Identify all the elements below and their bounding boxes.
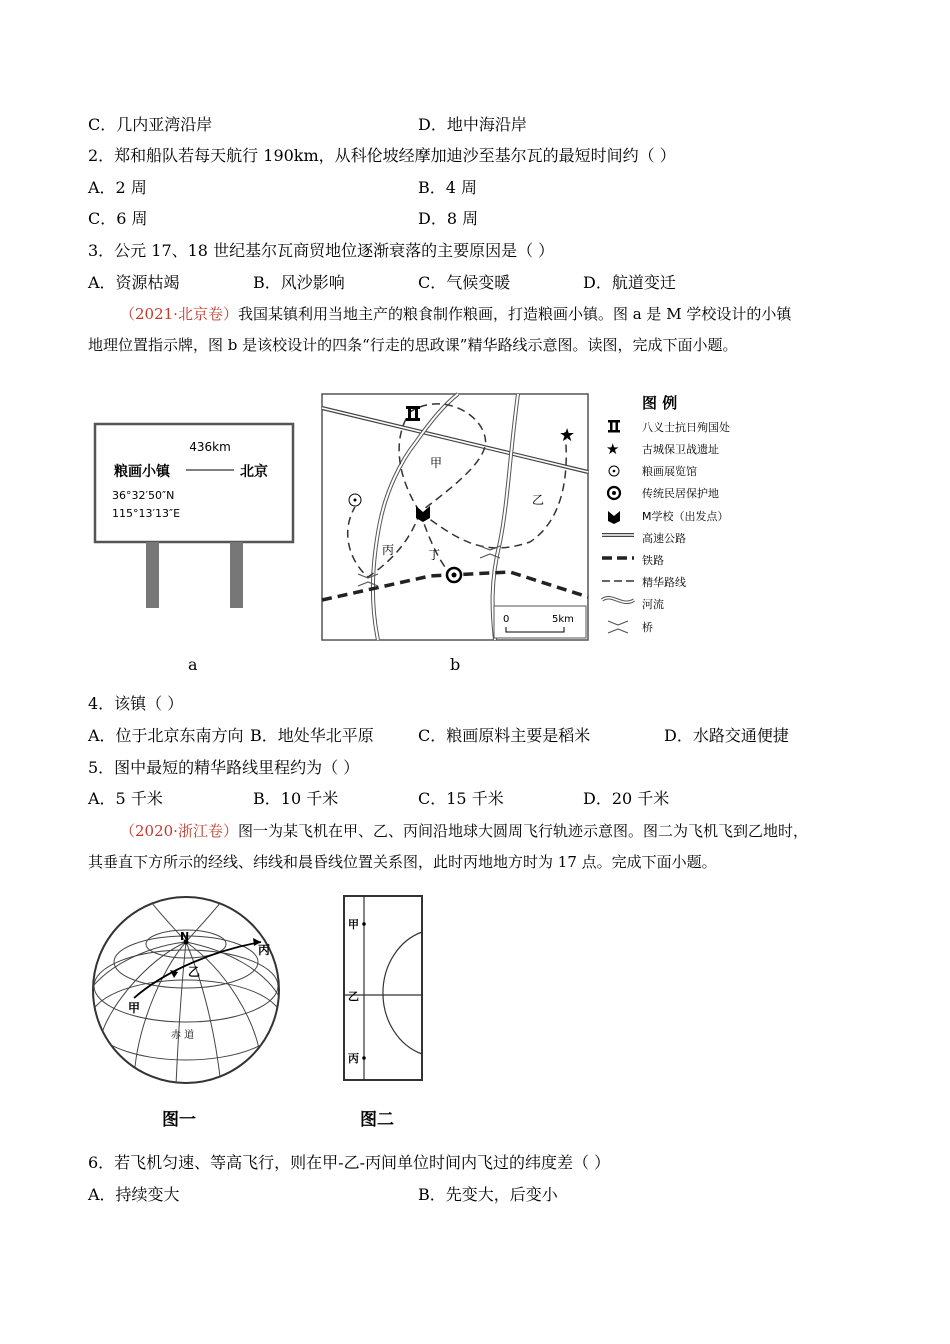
- figure-a-signpost: [90, 418, 300, 613]
- q2-option-b: B．4 周: [418, 178, 478, 197]
- intro2-text: 图一为某飞机在甲、乙、丙间沿地球大圆周飞行轨迹示意图。图二为飞机飞到乙地时，: [237, 822, 808, 840]
- legend-item-bridge: 桥: [642, 621, 653, 634]
- q3-option-a: A．资源枯竭: [88, 273, 180, 292]
- figure-2-diagram: [340, 892, 426, 1084]
- legend-item-highway: 高速公路: [642, 532, 686, 545]
- q3-stem: 3．公元 17、18 世纪基尔瓦商贸地位逐渐衰落的主要原因是（ ）: [88, 241, 555, 260]
- sign-town: 粮画小镇: [114, 464, 170, 480]
- q3-option-d: D．航道变迁: [583, 273, 676, 292]
- q1-option-d: D．地中海沿岸: [418, 115, 527, 134]
- route-jia-label: 甲: [430, 456, 443, 470]
- intro2-line2: 其垂直下方所示的经线、纬线和晨昏线位置关系图，此时丙地地方时为 17 点。完成下面小题。: [88, 853, 717, 871]
- q4-option-b: B．地处华北平原: [250, 726, 374, 745]
- intro1-line2: 地理位置指示牌，图 b 是该校设计的四条“行走的思政课”精华路线示意图。读图，完成下面小题。: [88, 336, 738, 354]
- q6-option-a: A．持续变大: [88, 1185, 180, 1204]
- globe-north-label: N: [180, 930, 190, 943]
- route-bing-label: 丙: [382, 543, 395, 557]
- figure-b-map: [320, 392, 590, 642]
- scale-end: 5km: [552, 614, 574, 625]
- sign-longitude: 115°13′13″E: [112, 507, 181, 520]
- intro2-source: （2020·浙江卷）: [120, 822, 238, 840]
- q4-option-c: C．粮画原料主要是稻米: [418, 726, 591, 745]
- sign-distance: 436km: [189, 440, 231, 454]
- q4-stem: 4．该镇（ ）: [88, 694, 184, 713]
- figure-1-caption: 图一: [162, 1110, 196, 1130]
- scale-start: 0: [503, 614, 510, 625]
- legend-item-river: 河流: [642, 598, 664, 611]
- q5-option-b: B．10 千米: [253, 789, 339, 808]
- legend-item-exhibition: 粮画展览馆: [642, 465, 697, 478]
- globe-yi-label: 乙: [188, 965, 201, 979]
- intro1-text: 我国某镇利用当地主产的粮食制作粮画，打造粮画小镇。图 a 是 M 学校设计的小镇: [237, 305, 792, 323]
- legend-item-railway: 铁路: [642, 554, 664, 567]
- legend-item-memorial: 八义士抗日殉国处: [642, 421, 730, 434]
- figure-a-caption: a: [188, 655, 198, 674]
- q4-option-d: D．水路交通便捷: [664, 726, 789, 745]
- q4-option-a: A．位于北京东南方向: [88, 726, 244, 745]
- q2-stem: 2．郑和船队若每天航行 190km，从科伦坡经摩加迪沙至基尔瓦的最短时间约（ ）: [88, 146, 676, 165]
- intro2-line1: [120, 820, 808, 842]
- fig2-jia-label: 甲: [348, 918, 359, 931]
- legend-item-battle-site: 古城保卫战遗址: [642, 443, 719, 456]
- intro1-line1: [120, 303, 791, 325]
- legend-star-icon: ★: [606, 440, 620, 458]
- globe-bing-label: 丙: [258, 943, 271, 957]
- q3-option-c: C．气候变暖: [418, 273, 511, 292]
- q3-option-b: B．风沙影响: [253, 273, 345, 292]
- figure-1-globe: [86, 890, 286, 1090]
- legend-item-folk-house: 传统民居保护地: [642, 487, 719, 500]
- sign-latitude: 36°32′50″N: [112, 489, 175, 502]
- q2-option-a: A．2 周: [88, 178, 147, 197]
- q6-stem: 6．若飞机匀速、等高飞行，则在甲-乙-丙间单位时间内飞过的纬度差（ ）: [88, 1153, 611, 1172]
- battle-site-star-icon: ★: [559, 425, 576, 446]
- figure-b-caption: b: [450, 655, 461, 674]
- q5-stem: 5．图中最短的精华路线里程约为（ ）: [88, 758, 360, 777]
- legend-item-route: 精华路线: [642, 576, 686, 589]
- legend-title: 图 例: [642, 394, 678, 412]
- globe-equator-label: 赤 道: [171, 1030, 195, 1041]
- exhibition-hall-icon: [354, 499, 357, 502]
- q5-option-a: A．5 千米: [88, 789, 163, 808]
- q2-option-d: D．8 周: [418, 209, 479, 228]
- figure-2-caption: 图二: [360, 1110, 394, 1130]
- q5-option-c: C．15 千米: [418, 789, 504, 808]
- folk-house-icon: [452, 573, 457, 578]
- legend-item-school: M学校（出发点）: [642, 510, 729, 523]
- figure-b-legend: [600, 392, 775, 642]
- sign-city: 北京: [240, 464, 268, 480]
- fig2-yi-label: 乙: [348, 990, 359, 1003]
- intro1-source: （2021·北京卷）: [120, 305, 238, 323]
- fig2-bing-label: 丙: [348, 1052, 359, 1065]
- q6-option-b: B．先变大，后变小: [418, 1185, 558, 1204]
- q2-option-c: C．6 周: [88, 209, 148, 228]
- route-yi-label: 乙: [532, 493, 545, 507]
- globe-jia-label: 甲: [128, 1001, 141, 1015]
- q1-option-c: C．几内亚湾沿岸: [88, 115, 213, 134]
- route-ding-label: 丁: [428, 548, 441, 562]
- q5-option-d: D．20 千米: [583, 789, 670, 808]
